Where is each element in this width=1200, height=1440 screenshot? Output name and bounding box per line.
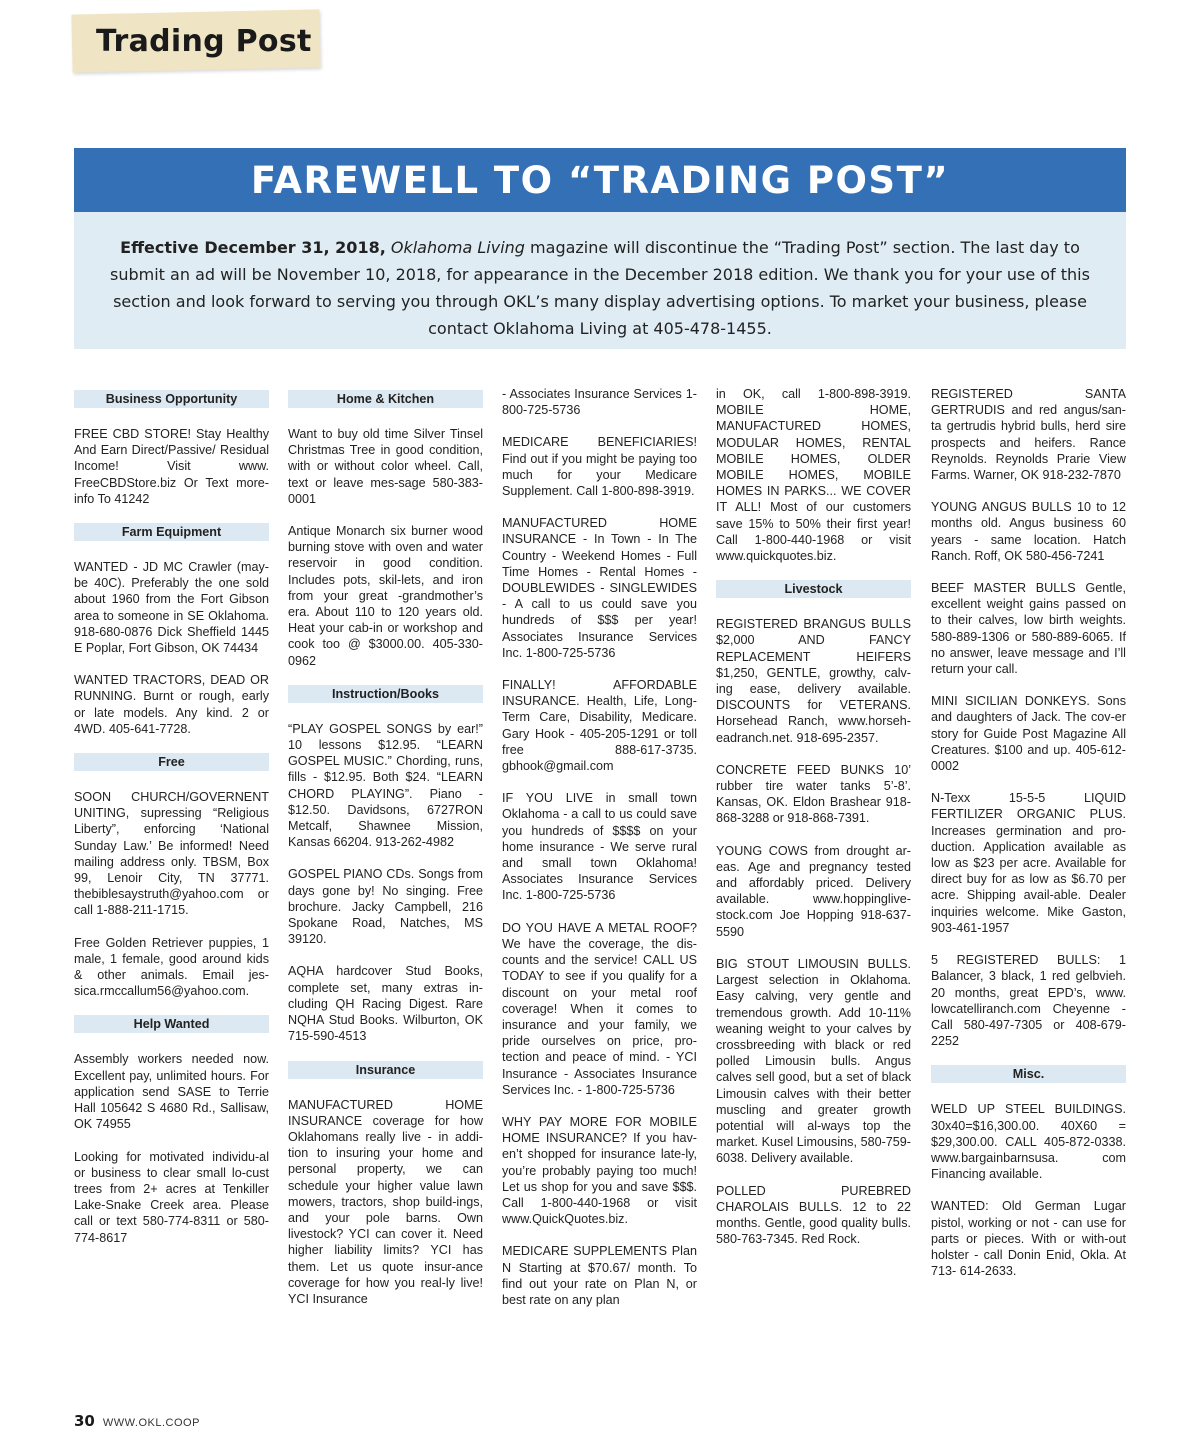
notice-magazine: Oklahoma Living <box>390 238 525 257</box>
classified-ad: Free Golden Retriever puppies, 1 male, 1 female, good around kids & other animals. Email jes-sica.rmccallum56@yahoo.com. <box>74 935 269 999</box>
classified-ad: YOUNG COWS from drought ar-eas. Age and pregnancy tested and affordably priced. Delivery available. www.hoppinglive-stock.com Joe Hopping 918-637-5590 <box>716 843 911 939</box>
classified-ad: Want to buy old time Silver Tinsel Christmas Tree in good condition, with or without color wheel. Call, text or leave mes-sage 580-383-0001 <box>288 427 483 506</box>
classified-ad: MEDICARE SUPPLEMENTS Plan N Starting at $70.67/ month. To find out your rate on Plan N, or best rate on any plan <box>502 1244 697 1307</box>
column-4 <box>716 386 911 1263</box>
column-5 <box>931 386 1126 1295</box>
category-heading: Insurance <box>288 1061 483 1079</box>
classified-ad: MEDICARE BENEFICIARIES! Find out if you might be paying too much for your Medicare Supplement. Call 1-800-898-3919. <box>502 435 697 499</box>
notice-lead: Effective December 31, 2018, <box>120 238 386 257</box>
category-heading: Business Opportunity <box>74 390 269 408</box>
classified-ad: DO YOU HAVE A METAL ROOF? We have the coverage, the dis-counts and the service! CALL US TODAY to see if you qualify for a discount on your metal roof coverage! When it comes to insurance and your family, we pride ourselves on price, pro-tection and peace of mind. - YCI Insurance - Associates Insurance Services Inc. - 1-800-725-5736 <box>502 920 697 1097</box>
category-heading: Farm Equipment <box>74 523 269 541</box>
category-heading: Free <box>74 753 269 771</box>
column-1 <box>74 386 269 1262</box>
classified-ad: “PLAY GOSPEL SONGS by ear!” 10 lessons $12.95. “LEARN GOSPEL MUSIC.” Chording, runs, fills - $12.95. Both $24. “LEARN CHORD PLAYING”. Piano - $12.50. Davidsons, 6727RON Metcalf, Shawnee Mission, Kansas 66204. 913-262-4982 <box>288 721 483 850</box>
category-heading: Instruction/Books <box>288 685 483 703</box>
classified-ad: WANTED - JD MC Crawler (may-be 40C). Preferably the one sold about 1960 from the Fort Gibson area to someone in SE Oklahoma. 918-680-0876 Dick Sheffield 1445 E Poplar, Fort Gibson, OK 74434 <box>74 560 269 656</box>
classified-ad: 5 REGISTERED BULLS: 1 Balancer, 3 black, 1 red gelbvieh. 20 months, great EPD’s, www. lowcatelliranch.com Cheyenne - Call 580-497-7305 or 408-679-2252 <box>931 953 1126 1049</box>
footer-website: WWW.OKL.COOP <box>102 1417 200 1429</box>
column-3 <box>502 386 697 1324</box>
classified-ad: BIG STOUT LIMOUSIN BULLS. Largest selection in Oklahoma. Easy calving, very gentle and tremendous growth. Add 10-11% weaning weight to your calves by crossbreeding with black or red polled Limousin bulls. Angus calves sell good, but a set of black Limousin calves with their better muscling and greater growth potential will al-ways top the market. Kusel Limousins, 580-759-6038. Delivery available. <box>716 956 911 1166</box>
classified-ad: MANUFACTURED HOME INSURANCE - In Town - In The Country - Weekend Homes - Full Time Homes - Rental Homes - DOUBLEWIDES - SINGLEWIDES - A call to us could save you hundreds of $$$ per year! Associates Insurance Services Inc. 1-800-725-5736 <box>502 516 697 660</box>
classified-ad: WELD UP STEEL BUILDINGS. 30x40=$16,300.00. 40X60 = $29,300.00. CALL 405-872-0338. www.bargainbarnsusa. com Financing available. <box>931 1102 1126 1182</box>
classified-ad: POLLED PUREBRED CHAROLAIS BULLS. 12 to 22 months. Gentle, good quality bulls. 580-763-7345. Red Rock. <box>716 1183 911 1247</box>
classified-ad: WANTED TRACTORS, DEAD OR RUNNING. Burnt or rough, early or late models. Any kind. 2 or 4WD. 405-641-7728. <box>74 673 269 736</box>
classified-ad: Assembly workers needed now. Excellent pay, unlimited hours. For application send SASE to Terrie Hall 105642 S 4680 Rd., Sallisaw, OK 74955 <box>74 1052 269 1132</box>
classified-ad: MINI SICILIAN DONKEYS. Sons and daughters of Jack. The cov-er story for Guide Post Magazine All Creatures. $100 and up. 405-612-0002 <box>931 694 1126 774</box>
classified-ad: - Associates Insurance Services 1-800-725-5736 <box>502 387 697 418</box>
classified-ad: REGISTERED SANTA GERTRUDIS and red angus/san-ta gertrudis hybrid bulls, herd sire prospects and heifers. Rance Reynolds. Reynolds Prarie View Farms. Warner, OK 918-232-7870 <box>931 387 1126 483</box>
classified-ad: FREE CBD STORE! Stay Healthy And Earn Direct/Passive/ Residual Income! Visit www. FreeCBDStore.biz Or Text more-info To 41242 <box>74 427 269 506</box>
notice-box <box>74 212 1126 349</box>
classified-ad: N-Texx 15-5-5 LIQUID FERTILIZER ORGANIC PLUS. Increases germination and pro-duction. Application available as low as $23 per acre. Available for direct buy for as low as $6.70 per acre. Shipping avail-able. Dealer inquiries welcome. Mike Gaston, 903-461-1957 <box>931 791 1126 935</box>
notice-body: magazine will discontinue the “Trading Post” section. The last day to submit an ad will be November 10, 2018, for appearance in the December 2018 edition. We thank you for your use of this section and look forward to serving you through OKL’s many display advertising options. To market your business, please contact Oklahoma Living at 405-478-1455. <box>110 238 1090 338</box>
category-heading: Home & Kitchen <box>288 390 483 408</box>
category-heading: Help Wanted <box>74 1015 269 1033</box>
classified-ad: MANUFACTURED HOME INSURANCE coverage for how Oklahomans really live - in addi-tion to insuring your home and personal property, we can schedule your higher value lawn mowers, tractors, shop build-ings, and your pole barns. Own livestock? YCI can cover it. Need higher liability limits? YCI has them. Let us quote insur-ance coverage for how you real-ly live! YCI Insurance <box>288 1097 483 1306</box>
classified-ad: GOSPEL PIANO CDs. Songs from days gone by! No singing. Free brochure. Jacky Campbell, 216 Spokane Road, Natches, MS 39120. <box>288 867 483 947</box>
classified-ad: WANTED: Old German Lugar pistol, working or not - can use for parts or pieces. With or with-out holster - call Donin Enid, Okla. At 713- 614-2633. <box>931 1199 1126 1279</box>
classified-ad: REGISTERED BRANGUS BULLS $2,000 AND FANCY REPLACEMENT HEIFERS $1,250, GENTLE, growthy, calv-ing ease, delivery available. DISCOUNTS for VETERANS. Horsehead Ranch, www.horseh-eadranch.net. 918-695-2357. <box>716 617 911 745</box>
page-footer <box>74 1412 200 1430</box>
classified-ad: in OK, call 1-800-898-3919. MOBILE HOME, MANUFACTURED HOMES, MODULAR HOMES, RENTAL MOBILE HOMES, OLDER MOBILE HOMES, MOBILE HOMES IN PARKS... WE COVER IT ALL! Most of our customers save 15% to 50% their first year! Call 1-800-440-1968 or visit www.quickquotes.biz. <box>716 387 911 564</box>
classified-ad: FINALLY! AFFORDABLE INSURANCE. Health, Life, Long-Term Care, Disability, Medicare. Gary Hook - 405-205-1291 or toll free 888-617-3735. gbhook@gmail.com <box>502 678 697 774</box>
farewell-banner: FAREWELL TO “TRADING POST” <box>74 148 1126 212</box>
category-heading: Livestock <box>716 580 911 598</box>
classified-ad: WHY PAY MORE FOR MOBILE HOME INSURANCE? If you hav-en’t shopped for insurance late-ly, you’re probably paying too much! Let us shop for you and save $$$. Call 1-800-440-1968 or visit www.QuickQuotes.biz. <box>502 1114 697 1227</box>
classified-ad: IF YOU LIVE in small town Oklahoma - a call to us could save you hundreds of $$$$ on your home insurance - We serve rural and small town Oklahoma! Associates Insurance Services Inc. 1-800-725-5736 <box>502 791 697 903</box>
column-2 <box>288 386 483 1323</box>
classified-ad: SOON CHURCH/GOVERNENT UNITING, supressing “Religious Liberty”, enforcing ‘National Sunday Law.’ Be informed! Need mailing address only. TBSM, Box 99, Lenoir City, TN 37771. thebiblesaystruth@yahoo.com or call 1-888-211-1715. <box>74 790 269 918</box>
page-number: 30 <box>74 1412 95 1430</box>
classified-ad: YOUNG ANGUS BULLS 10 to 12 months old. Angus business 60 years - same location. Hatch Ranch. Roff, OK 580-456-7241 <box>931 500 1126 563</box>
classified-ad: AQHA hardcover Stud Books, complete set, many extras in-cluding QH Racing Digest. Rare NQHA Stud Books. Wilburton, OK 715-590-4513 <box>288 964 483 1044</box>
category-heading: Misc. <box>931 1065 1126 1083</box>
classified-ad: Antique Monarch six burner wood burning stove with oven and water reservoir in good condition. Includes pots, skil-lets, and iron from your great -grandmother’s era. About 110 to 120 years old. Heat your cab-in or workshop and cook too @ $3000.00. 405-330-0962 <box>288 524 483 668</box>
section-title: Trading Post <box>96 24 312 59</box>
classified-ad: Looking for motivated individu-al or business to clear small lo-cust trees from 2+ acres at Tenkiller Lake-Snake Creek area. Please call or text 580-774-8311 or 580-774-8617 <box>74 1149 269 1245</box>
classified-ad: CONCRETE FEED BUNKS 10’ rubber tire water tanks 5’-8’. Kansas, OK. Eldon Brashear 918-868-3288 or 918-868-7391. <box>716 762 911 826</box>
classified-ad: BEEF MASTER BULLS Gentle, excellent weight gains passed on to their calves, low birth weights. 580-889-1306 or 580-889-6065. If no answer, leave message and I’ll return your call. <box>931 581 1126 677</box>
